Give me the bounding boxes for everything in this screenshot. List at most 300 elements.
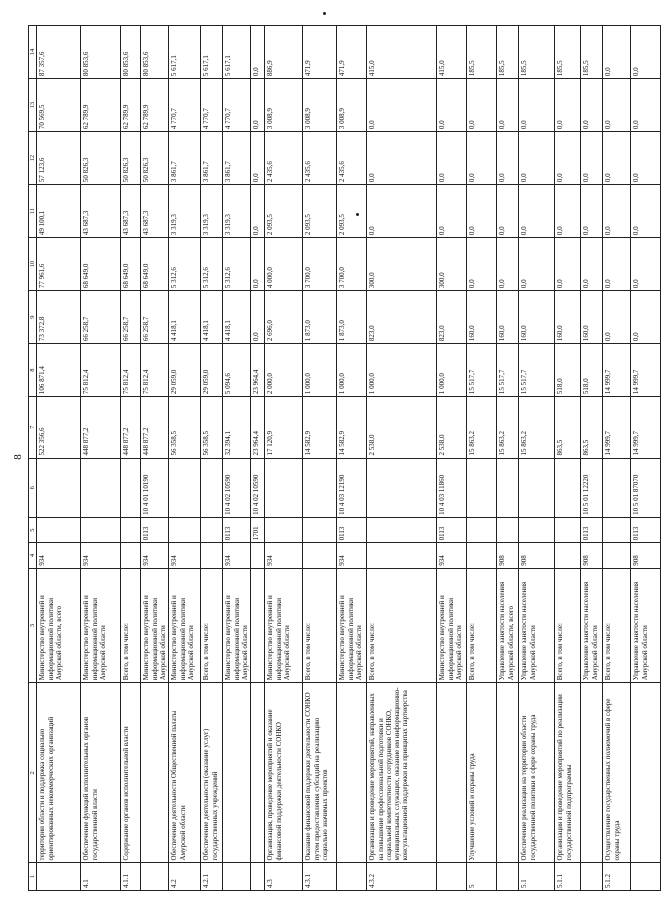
- table-cell: [467, 517, 497, 542]
- table-cell: 0,0: [603, 26, 631, 79]
- table-cell: 160,0: [497, 291, 519, 344]
- column-number: 9: [29, 291, 37, 344]
- table-cell: 5 312,6: [169, 238, 201, 291]
- table-cell: [169, 517, 201, 542]
- table-cell: 0,0: [555, 185, 581, 238]
- table-cell: 0,0: [519, 132, 555, 185]
- table-cell: [169, 458, 201, 517]
- table-cell: [603, 517, 631, 542]
- table-cell: 1 000,0: [303, 344, 337, 397]
- table-cell: 448 877,2: [121, 397, 141, 458]
- table-cell: 4 418,1: [223, 291, 251, 344]
- table-cell: [37, 863, 81, 891]
- table-cell: 15 863,2: [497, 397, 519, 458]
- table-cell: 5: [467, 863, 497, 891]
- table-cell: 5 094,6: [223, 344, 251, 397]
- table-cell: [555, 543, 581, 568]
- table-cell: [141, 683, 169, 863]
- table-cell: 68 649,0: [141, 238, 169, 291]
- table-cell: [581, 683, 603, 863]
- table-cell: 62 789,9: [121, 79, 141, 132]
- table-cell: 3 319,3: [223, 185, 251, 238]
- column-number: 7: [29, 397, 37, 458]
- table-cell: 415,0: [437, 26, 467, 79]
- table-cell: 1701: [251, 517, 265, 542]
- table-cell: 0113: [581, 517, 603, 542]
- table-cell: 56 358,5: [169, 397, 201, 458]
- table-row: [303, 26, 337, 891]
- table-row: [265, 26, 303, 891]
- table-cell: [251, 568, 265, 682]
- table-cell: 2 000,0: [265, 344, 303, 397]
- table-cell: 4.3.1: [303, 863, 337, 891]
- column-number: 2: [29, 683, 37, 863]
- table-cell: 0113: [631, 517, 661, 542]
- table-cell: 415,0: [367, 26, 437, 79]
- table-cell: 823,0: [437, 291, 467, 344]
- table-cell: 15 517,7: [467, 344, 497, 397]
- table-cell: [265, 517, 303, 542]
- table-cell: 32 394,1: [223, 397, 251, 458]
- table-cell: Министерство внутренней и информационной политики Амурской области: [265, 568, 303, 682]
- table-cell: 2 538,0: [367, 397, 437, 458]
- table-cell: Обеспечение деятельности (оказание услуг) государственных учреждений: [201, 683, 223, 863]
- table-cell: 908: [581, 543, 603, 568]
- table-cell: 908: [631, 543, 661, 568]
- table-cell: [631, 683, 661, 863]
- table-cell: [251, 543, 265, 568]
- column-number: 11: [29, 185, 37, 238]
- table-cell: 522 356,6: [37, 397, 81, 458]
- table-cell: 0,0: [251, 26, 265, 79]
- table-cell: 66 258,7: [81, 291, 121, 344]
- table-cell: 0,0: [555, 238, 581, 291]
- table-cell: [497, 458, 519, 517]
- table-cell: 886,9: [265, 26, 303, 79]
- table-row: [467, 26, 497, 891]
- table-cell: 0113: [141, 517, 169, 542]
- table-cell: 160,0: [555, 291, 581, 344]
- table-cell: Организация и проведение мероприятий по реализации государственной подпрограммы: [555, 683, 581, 863]
- column-number: 4: [29, 543, 37, 568]
- table-cell: 10 5 01 12220: [581, 458, 603, 517]
- table-cell: Обеспечение реализации на территории области государственной политики в сфере охраны труда: [519, 683, 555, 863]
- table-cell: 5 617,1: [223, 26, 251, 79]
- table-cell: 0113: [337, 517, 367, 542]
- table-cell: [603, 543, 631, 568]
- table-cell: 4.1: [81, 863, 121, 891]
- table-cell: 2 093,5: [337, 185, 367, 238]
- table-cell: Министерство внутренней и информационной политики Амурской области: [337, 568, 367, 682]
- table-cell: 300,0: [437, 238, 467, 291]
- rotated-content: [10, 21, 649, 893]
- column-number: 14: [29, 26, 37, 79]
- table-cell: [497, 683, 519, 863]
- table-cell: 0,0: [631, 132, 661, 185]
- table-cell: 0,0: [519, 185, 555, 238]
- table-row: [581, 26, 603, 891]
- table-cell: 80 853,6: [81, 26, 121, 79]
- table-cell: 17 120,9: [265, 397, 303, 458]
- table-cell: 3 319,3: [169, 185, 201, 238]
- table-row: [169, 26, 201, 891]
- column-number: 3: [29, 568, 37, 682]
- table-cell: [337, 683, 367, 863]
- table-cell: 10 4 03 11860: [437, 458, 467, 517]
- table-cell: 14 582,9: [337, 397, 367, 458]
- table-cell: 75 812,4: [141, 344, 169, 397]
- table-cell: 185,5: [519, 26, 555, 79]
- table-cell: [81, 517, 121, 542]
- table-cell: Министерство внутренней и информационной политики Амурской области: [169, 568, 201, 682]
- table-row: [337, 26, 367, 891]
- table-cell: [497, 863, 519, 891]
- table-cell: Всего, в том числе:: [367, 568, 437, 682]
- table-cell: 934: [37, 543, 81, 568]
- table-cell: Управление занятости населения Амурской области: [519, 568, 555, 682]
- table-cell: 0,0: [497, 238, 519, 291]
- table-cell: 934: [437, 543, 467, 568]
- table-cell: [251, 683, 265, 863]
- table-cell: 2 435,6: [265, 132, 303, 185]
- table-cell: 0,0: [367, 79, 437, 132]
- table-cell: Министерство внутренней и информационной политики Амурской области: [223, 568, 251, 682]
- table-cell: 66 258,7: [141, 291, 169, 344]
- table-cell: 0,0: [467, 132, 497, 185]
- table-cell: 0,0: [603, 132, 631, 185]
- table-cell: [467, 543, 497, 568]
- table-cell: 0,0: [251, 185, 265, 238]
- table-cell: 87 357,6: [37, 26, 81, 79]
- table-cell: 10 5 01 87070: [631, 458, 661, 517]
- column-number: 1: [29, 863, 37, 891]
- table-cell: 5.1: [519, 863, 555, 891]
- table-cell: [251, 863, 265, 891]
- table-cell: 3 008,9: [265, 79, 303, 132]
- table-cell: [201, 458, 223, 517]
- table-cell: 185,5: [497, 26, 519, 79]
- table-cell: [497, 517, 519, 542]
- table-cell: 29 059,0: [201, 344, 223, 397]
- table-cell: 1 000,0: [367, 344, 437, 397]
- table-cell: 185,5: [555, 26, 581, 79]
- table-cell: [367, 517, 437, 542]
- table-cell: [437, 683, 467, 863]
- table-cell: 0,0: [631, 185, 661, 238]
- table-cell: [631, 863, 661, 891]
- table-cell: 0,0: [631, 26, 661, 79]
- table-cell: 4.2: [169, 863, 201, 891]
- table-cell: 73 372,8: [37, 291, 81, 344]
- table-cell: [223, 683, 251, 863]
- table-cell: 14 999,7: [631, 397, 661, 458]
- table-cell: 0,0: [603, 185, 631, 238]
- table-cell: 3 008,9: [337, 79, 367, 132]
- table-cell: [555, 517, 581, 542]
- table-cell: [303, 543, 337, 568]
- table-cell: Всего, в том числе:: [603, 568, 631, 682]
- table-cell: Всего, в том числе:: [121, 568, 141, 682]
- table-cell: 0,0: [631, 238, 661, 291]
- table-cell: [337, 863, 367, 891]
- table-cell: 15 517,7: [519, 344, 555, 397]
- table-cell: 29 059,0: [169, 344, 201, 397]
- table-cell: 1 873,0: [303, 291, 337, 344]
- table-cell: Всего, в том числе:: [201, 568, 223, 682]
- table-row: [81, 26, 121, 891]
- table-cell: 80 853,6: [141, 26, 169, 79]
- table-cell: 0,0: [437, 79, 467, 132]
- table-cell: 75 812,4: [81, 344, 121, 397]
- table-cell: 3 008,9: [303, 79, 337, 132]
- table-cell: 50 826,3: [81, 132, 121, 185]
- table-cell: 934: [223, 543, 251, 568]
- table-cell: 0,0: [519, 238, 555, 291]
- table-cell: [367, 458, 437, 517]
- table-cell: 50 826,3: [141, 132, 169, 185]
- table-cell: 0,0: [631, 291, 661, 344]
- table-cell: 10 4 01 10190: [141, 458, 169, 517]
- table-row: [497, 26, 519, 891]
- table-cell: 0,0: [251, 238, 265, 291]
- table-cell: 2 538,0: [437, 397, 467, 458]
- table-cell: 23 964,4: [251, 344, 265, 397]
- column-number: 13: [29, 79, 37, 132]
- table-cell: [121, 517, 141, 542]
- table-cell: 0,0: [519, 79, 555, 132]
- table-row: [367, 26, 437, 891]
- table-cell: 4 418,1: [201, 291, 223, 344]
- table-cell: 66 258,7: [121, 291, 141, 344]
- table-cell: 5 312,6: [223, 238, 251, 291]
- table-cell: [519, 458, 555, 517]
- table-cell: 0,0: [467, 79, 497, 132]
- table-cell: 14 999,7: [631, 344, 661, 397]
- table-cell: 2 435,6: [303, 132, 337, 185]
- table-cell: 0,0: [367, 185, 437, 238]
- table-cell: 0,0: [497, 185, 519, 238]
- table-cell: 14 999,7: [603, 397, 631, 458]
- table-cell: 0113: [223, 517, 251, 542]
- table-cell: Управление занятости населения Амурской области: [631, 568, 661, 682]
- table-cell: 0,0: [555, 132, 581, 185]
- table-cell: 823,0: [367, 291, 437, 344]
- column-number: 8: [29, 344, 37, 397]
- table-row: [631, 26, 661, 891]
- table-cell: 2 093,5: [303, 185, 337, 238]
- table-cell: 2 696,0: [265, 291, 303, 344]
- table-cell: Обеспечение функций исполнительных органов государственной власти: [81, 683, 121, 863]
- table-cell: 160,0: [581, 291, 603, 344]
- budget-table: [28, 25, 661, 891]
- table-cell: Осуществление государственных полномочий в сфере охраны труда: [603, 683, 631, 863]
- table-cell: 471,9: [303, 26, 337, 79]
- table-cell: [555, 458, 581, 517]
- table-cell: [121, 543, 141, 568]
- table-cell: 1 000,0: [437, 344, 467, 397]
- table-cell: [581, 863, 603, 891]
- table-cell: 0,0: [497, 79, 519, 132]
- table-cell: 4 770,7: [223, 79, 251, 132]
- table-cell: [519, 517, 555, 542]
- table-cell: 4.2.1: [201, 863, 223, 891]
- table-cell: Оказание финансовой поддержки деятельности СОНКО путем предоставления субсидий на реализацию социально значимых проектов: [303, 683, 337, 863]
- table-cell: 50 826,3: [121, 132, 141, 185]
- table-cell: Улучшение условий и охраны труда: [467, 683, 497, 863]
- table-cell: 4 000,0: [265, 238, 303, 291]
- table-cell: 77 961,6: [37, 238, 81, 291]
- table-cell: 518,0: [555, 344, 581, 397]
- table-cell: 3 861,7: [223, 132, 251, 185]
- table-cell: 0,0: [251, 291, 265, 344]
- table-cell: 4.3.2: [367, 863, 437, 891]
- table-cell: Организация и проведение мероприятий, направленных на повышение профессиональной подготовки и социальной компетентности сотрудников СОНКО, муниципальных служащих, оказание им информационно-консультационной поддержки на принципах партнерства: [367, 683, 437, 863]
- table-cell: 80 853,6: [121, 26, 141, 79]
- table-cell: [37, 517, 81, 542]
- table-cell: 160,0: [519, 291, 555, 344]
- table-cell: 0,0: [603, 79, 631, 132]
- page-number: 8: [12, 454, 24, 460]
- table-cell: 0,0: [603, 238, 631, 291]
- table-cell: 2 435,6: [337, 132, 367, 185]
- table-cell: 0,0: [581, 132, 603, 185]
- table-cell: 62 789,9: [81, 79, 121, 132]
- table-cell: [201, 543, 223, 568]
- table-cell: 1 000,0: [337, 344, 367, 397]
- table-cell: 3 861,7: [169, 132, 201, 185]
- table-cell: 0,0: [367, 132, 437, 185]
- table-cell: [141, 863, 169, 891]
- table-cell: 14 999,7: [603, 344, 631, 397]
- table-row: [603, 26, 631, 891]
- table-cell: 10 4 02 10590: [251, 458, 265, 517]
- table-cell: 10 4 03 12190: [337, 458, 367, 517]
- table-cell: [265, 458, 303, 517]
- table-cell: 15 517,7: [497, 344, 519, 397]
- table-cell: 43 687,3: [141, 185, 169, 238]
- table-cell: [81, 458, 121, 517]
- table-cell: 43 687,3: [121, 185, 141, 238]
- table-cell: 4.3: [265, 863, 303, 891]
- table-cell: 68 649,0: [81, 238, 121, 291]
- table-cell: Всего, в том числе:: [467, 568, 497, 682]
- table-cell: 3 700,0: [303, 238, 337, 291]
- table-cell: 3 319,3: [201, 185, 223, 238]
- table-cell: 934: [265, 543, 303, 568]
- column-number: 12: [29, 132, 37, 185]
- scan-mark: [323, 12, 326, 15]
- table-cell: [223, 863, 251, 891]
- table-cell: 863,5: [555, 397, 581, 458]
- table-cell: 160,0: [467, 291, 497, 344]
- table-cell: 57 123,6: [37, 132, 81, 185]
- table-row: [37, 26, 81, 891]
- table-cell: 68 649,0: [121, 238, 141, 291]
- table-cell: Министерство внутренней и информационной политики Амурской области: [141, 568, 169, 682]
- table-row: [437, 26, 467, 891]
- table-cell: 0,0: [251, 132, 265, 185]
- table-cell: 4 418,1: [169, 291, 201, 344]
- table-cell: 300,0: [367, 238, 437, 291]
- table-cell: 43 687,3: [81, 185, 121, 238]
- table-row: [519, 26, 555, 891]
- table-cell: [121, 458, 141, 517]
- table-cell: 908: [519, 543, 555, 568]
- table-cell: 0,0: [437, 132, 467, 185]
- table-cell: 62 789,9: [141, 79, 169, 132]
- table-cell: 5 617,1: [169, 26, 201, 79]
- table-cell: 23 964,4: [251, 397, 265, 458]
- table-row: [251, 26, 265, 891]
- table-cell: 14 582,9: [303, 397, 337, 458]
- table-cell: 0,0: [497, 132, 519, 185]
- table-cell: 0,0: [251, 79, 265, 132]
- table-cell: 908: [497, 543, 519, 568]
- table-cell: 0,0: [581, 185, 603, 238]
- table-cell: [467, 458, 497, 517]
- table-cell: 934: [337, 543, 367, 568]
- table-cell: Министерство внутренней и информационной политики Амурской области, всего: [37, 568, 81, 682]
- table-row: [201, 26, 223, 891]
- table-cell: Управление занятости населения Амурской области: [581, 568, 603, 682]
- table-cell: 863,5: [581, 397, 603, 458]
- table-cell: 10 4 02 10590: [223, 458, 251, 517]
- table-cell: 0,0: [437, 185, 467, 238]
- table-cell: 0,0: [467, 238, 497, 291]
- table-cell: 0113: [437, 517, 467, 542]
- table-cell: Управление занятости населения Амурской области, всего: [497, 568, 519, 682]
- table-cell: 5.1.2: [603, 863, 631, 891]
- table-row: [555, 26, 581, 891]
- table-cell: 0,0: [581, 238, 603, 291]
- column-number: 6: [29, 458, 37, 517]
- table-cell: [37, 458, 81, 517]
- table-row: [141, 26, 169, 891]
- table-cell: 106 871,4: [37, 344, 81, 397]
- table-cell: Всего, в том числе:: [303, 568, 337, 682]
- table-cell: Всего, в том числе:: [555, 568, 581, 682]
- table-cell: территории области и поддержка социально ориентированных некоммерческих организаций: [37, 683, 81, 863]
- table-cell: [603, 458, 631, 517]
- table-cell: [367, 543, 437, 568]
- table-cell: 56 358,5: [201, 397, 223, 458]
- table-cell: 0,0: [467, 185, 497, 238]
- table-cell: 15 863,2: [467, 397, 497, 458]
- table-cell: [201, 517, 223, 542]
- table-cell: 1 873,0: [337, 291, 367, 344]
- table-cell: 185,5: [581, 26, 603, 79]
- table-cell: Организация, проведение мероприятий и оказание финансовой поддержки деятельности СОНКО: [265, 683, 303, 863]
- table-cell: 5 312,6: [201, 238, 223, 291]
- table-cell: 0,0: [581, 79, 603, 132]
- table-cell: 5.1.1: [555, 863, 581, 891]
- table-cell: [303, 458, 337, 517]
- table-cell: Министерство внутренней и информационной политики Амурской области: [437, 568, 467, 682]
- table-cell: [437, 863, 467, 891]
- table-cell: 934: [169, 543, 201, 568]
- table-cell: 934: [141, 543, 169, 568]
- table-cell: 2 093,5: [265, 185, 303, 238]
- table-cell: 448 877,2: [141, 397, 169, 458]
- table-cell: 934: [81, 543, 121, 568]
- table-cell: 3 861,7: [201, 132, 223, 185]
- column-number: 5: [29, 517, 37, 542]
- table-cell: 0,0: [555, 79, 581, 132]
- table-cell: Министерство внутренней и информационной политики Амурской области: [81, 568, 121, 682]
- table-cell: 70 569,5: [37, 79, 81, 132]
- column-number: 10: [29, 238, 37, 291]
- table-cell: [303, 517, 337, 542]
